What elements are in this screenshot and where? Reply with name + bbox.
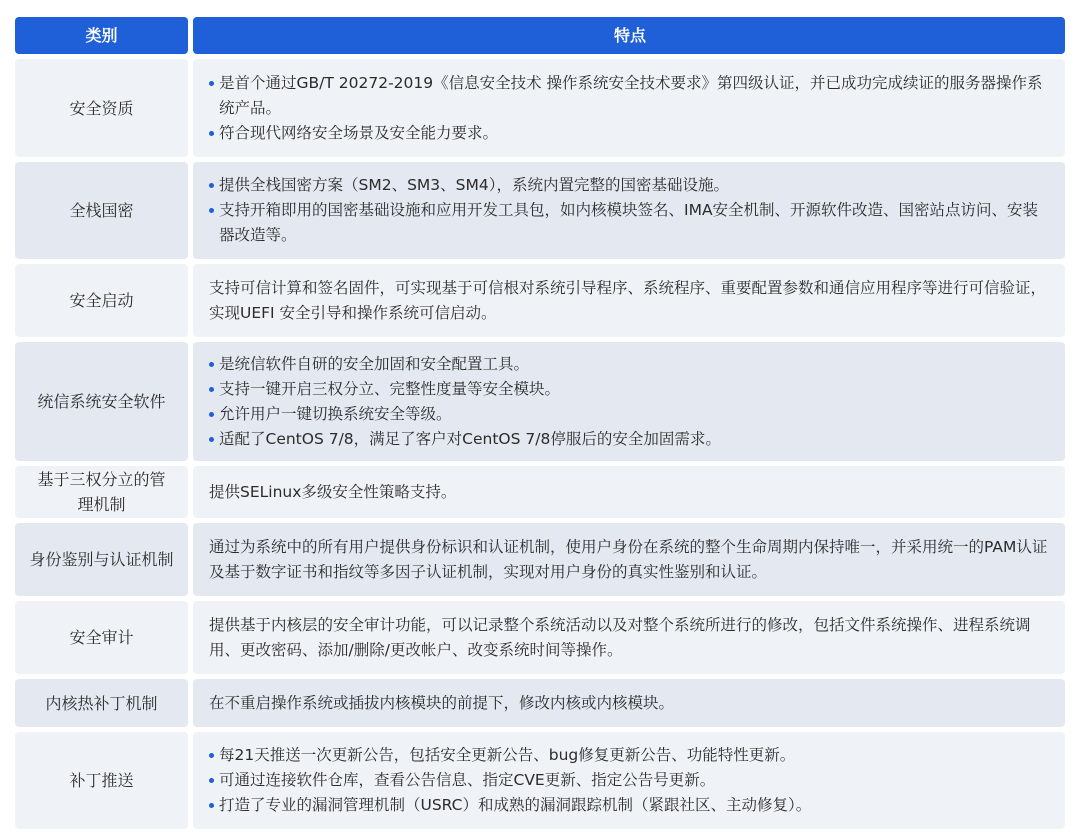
header-category: 类别 <box>15 17 188 54</box>
table-row <box>15 601 1065 674</box>
row-features: 通过为系统中的所有用户提供身份标识和认证机制，使用户身份在系统的整个生命周期内保持唯一，并采用统一的PAM认证及基于数字证书和指纹等多因子认证机制，实现对用户身份的真实性鉴别和认证。 <box>193 523 1065 596</box>
feature-bullet: 适配了CentOS 7/8，满足了客户对CentOS 7/8停服后的安全加固需求。 <box>209 427 721 452</box>
row-features: 提供SELinux多级安全性策略支持。 <box>193 466 1065 518</box>
table-row <box>15 523 1065 596</box>
row-features <box>193 342 1065 461</box>
table-row <box>15 162 1065 259</box>
row-features: 在不重启操作系统或插拔内核模块的前提下，修改内核或内核模块。 <box>193 679 1065 727</box>
feature-bullet: 打造了专业的漏洞管理机制（USRC）和成熟的漏洞跟踪机制（紧跟社区、主动修复）。 <box>209 793 811 818</box>
row-category: 补丁推送 <box>15 732 188 829</box>
table-row <box>15 466 1065 518</box>
table-row <box>15 342 1065 461</box>
feature-bullet: 是首个通过GB/T 20272-2019《信息安全技术 操作系统安全技术要求》第四级认证，并已成功完成续证的服务器操作系统产品。 <box>209 71 1051 121</box>
header-features: 特点 <box>193 17 1065 54</box>
feature-bullet: 符合现代网络安全场景及安全能力要求。 <box>209 121 1051 146</box>
security-feature-table <box>15 17 1065 834</box>
row-features: 提供基于内核层的安全审计功能，可以记录整个系统活动以及对整个系统所进行的修改，包括文件系统操作、进程系统调用、更改密码、添加/删除/更改帐户、改变系统时间等操作。 <box>193 601 1065 674</box>
row-features: 支持可信计算和签名固件，可实现基于可信根对系统引导程序、系统程序、重要配置参数和通信应用程序等进行可信验证，实现UEFI 安全引导和操作系统可信启动。 <box>193 264 1065 337</box>
table-row <box>15 59 1065 157</box>
row-category: 安全启动 <box>15 264 188 337</box>
feature-bullet: 是统信软件自研的安全加固和安全配置工具。 <box>209 352 721 377</box>
row-category: 统信系统安全软件 <box>15 342 188 461</box>
row-category: 安全资质 <box>15 59 188 157</box>
feature-bullet: 支持开箱即用的国密基础设施和应用开发工具包，如内核模块签名、IMA安全机制、开源软件改造、国密站点访问、安装器改造等。 <box>209 198 1051 248</box>
row-category: 基于三权分立的管理机制 <box>15 466 188 518</box>
row-category: 身份鉴别与认证机制 <box>15 523 188 596</box>
feature-bullet: 每21天推送一次更新公告，包括安全更新公告、bug修复更新公告、功能特性更新。 <box>209 743 811 768</box>
row-category: 全栈国密 <box>15 162 188 259</box>
row-features <box>193 59 1065 157</box>
table-row <box>15 679 1065 727</box>
feature-bullet: 提供全栈国密方案（SM2、SM3、SM4），系统内置完整的国密基础设施。 <box>209 173 1051 198</box>
feature-bullet: 可通过连接软件仓库，查看公告信息、指定CVE更新、指定公告号更新。 <box>209 768 811 793</box>
table-row <box>15 732 1065 829</box>
feature-bullet: 允许用户一键切换系统安全等级。 <box>209 402 721 427</box>
row-features <box>193 732 1065 829</box>
feature-bullet: 支持一键开启三权分立、完整性度量等安全模块。 <box>209 377 721 402</box>
row-features <box>193 162 1065 259</box>
row-category: 安全审计 <box>15 601 188 674</box>
row-category: 内核热补丁机制 <box>15 679 188 727</box>
table-header <box>15 17 1065 54</box>
table-row <box>15 264 1065 337</box>
